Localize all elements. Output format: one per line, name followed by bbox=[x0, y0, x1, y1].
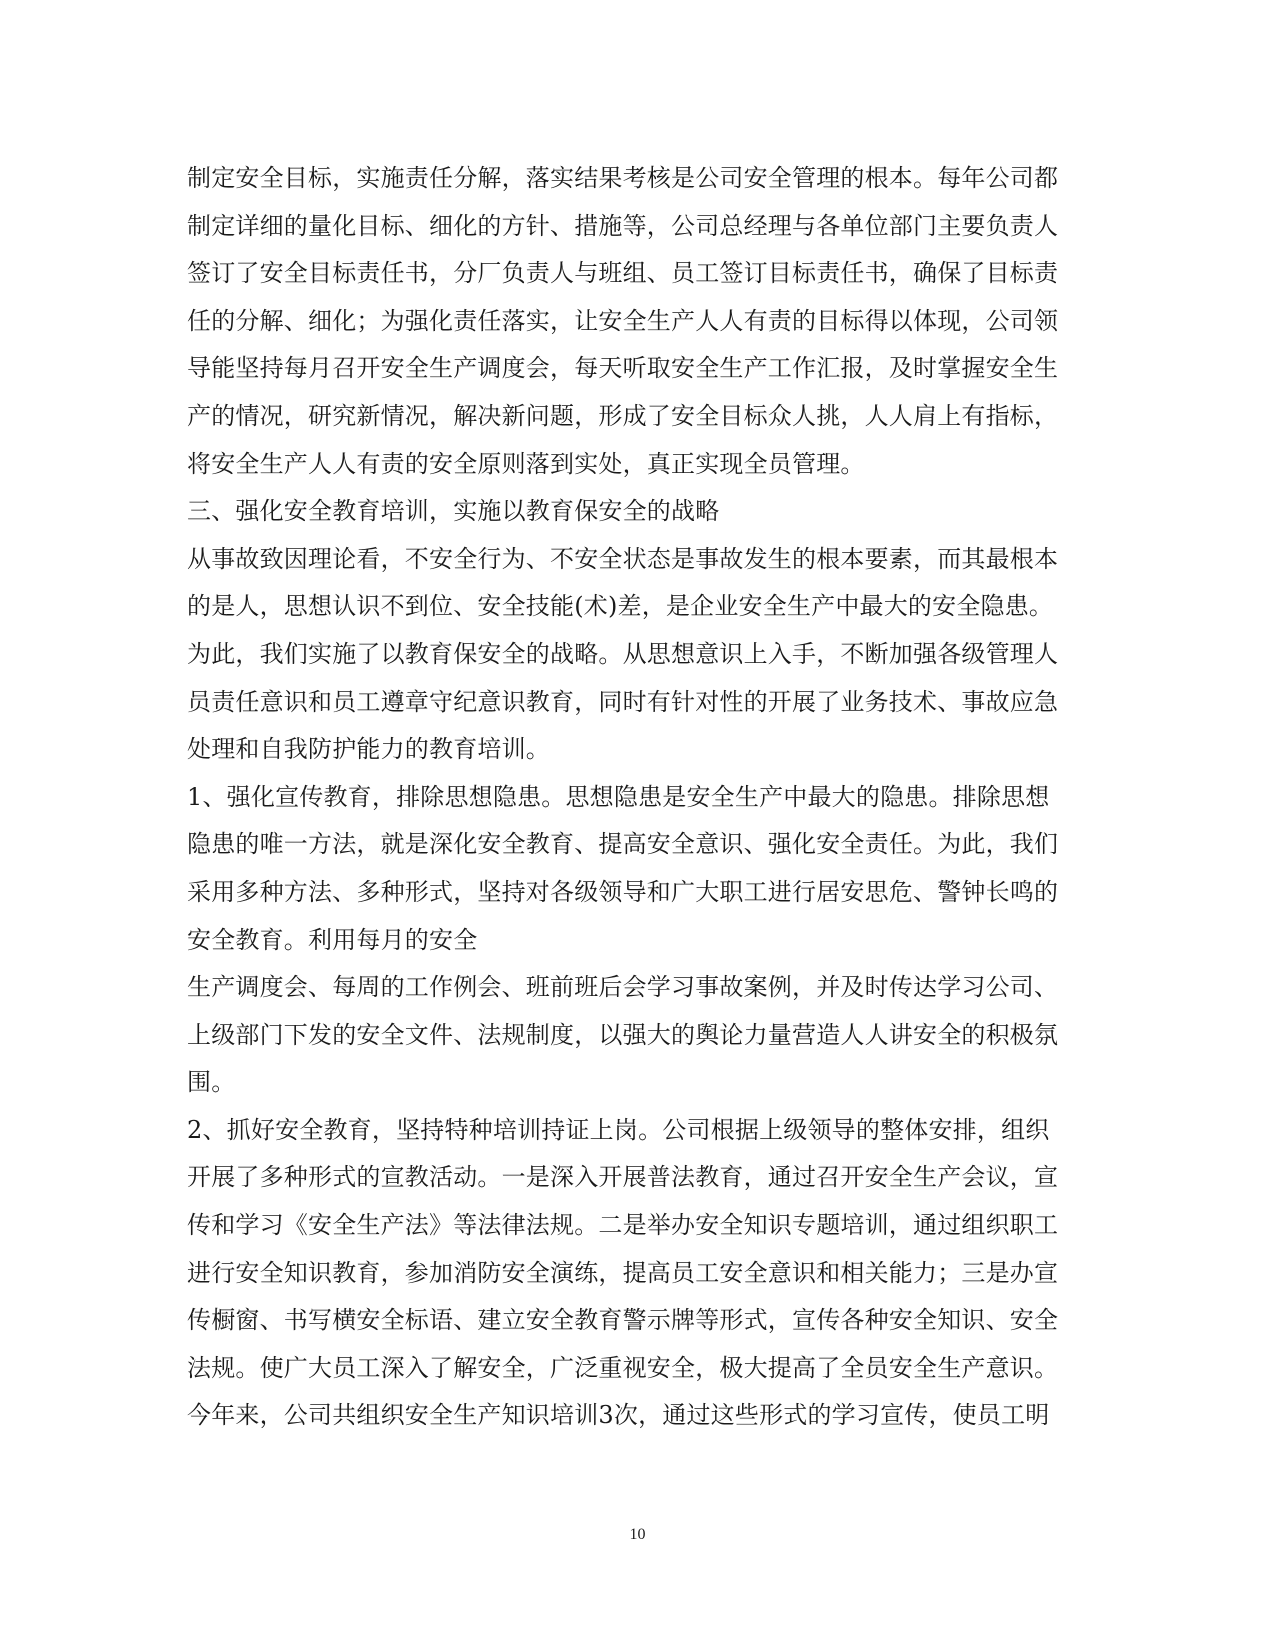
text-line: 处理和自我防护能力的教育培训。 bbox=[187, 735, 550, 764]
text-line: 今年来，公司共组织安全生产知识培训3次，通过这些形式的学习宣传，使员工明 bbox=[187, 1401, 1050, 1430]
text-line: 法规。使广大员工深入了解安全，广泛重视安全，极大提高了全员安全生产意识。 bbox=[187, 1353, 1059, 1382]
text-line: 签订了安全目标责任书，分厂负责人与班组、员工签订目标责任书，确保了目标责 bbox=[187, 259, 1059, 288]
text-line: 采用多种方法、多种形式，坚持对各级领导和广大职工进行居安思危、警钟长鸣的 bbox=[187, 877, 1059, 906]
section-heading: 三、强化安全教育培训，实施以教育保安全的战略 bbox=[187, 497, 720, 526]
text-line: 生产调度会、每周的工作例会、班前班后会学习事故案例，并及时传达学习公司、 bbox=[187, 973, 1059, 1002]
text-line: 2、抓好安全教育，坚持特种培训持证上岗。公司根据上级领导的整体安排，组织 bbox=[187, 1115, 1050, 1144]
text-line: 开展了多种形式的宣教活动。一是深入开展普法教育，通过召开安全生产会议，宣 bbox=[187, 1163, 1059, 1192]
text-line: 传橱窗、书写横安全标语、建立安全教育警示牌等形式，宣传各种安全知识、安全 bbox=[187, 1306, 1059, 1335]
text-line: 导能坚持每月召开安全生产调度会，每天听取安全生产工作汇报，及时掌握安全生 bbox=[187, 354, 1059, 383]
text-line: 制定详细的量化目标、细化的方针、措施等，公司总经理与各单位部门主要负责人 bbox=[187, 211, 1059, 240]
text-line: 安全教育。利用每月的安全 bbox=[187, 925, 478, 954]
text-line: 制定安全目标，实施责任分解，落实结果考核是公司安全管理的根本。每年公司都 bbox=[187, 164, 1059, 192]
text-line: 为此，我们实施了以教育保安全的战略。从思想意识上入手，不断加强各级管理人 bbox=[187, 639, 1059, 668]
text-line: 隐患的唯一方法，就是深化安全教育、提高安全意识、强化安全责任。为此，我们 bbox=[187, 830, 1059, 859]
text-line: 产的情况，研究新情况，解决新问题，形成了安全目标众人挑，人人肩上有指标， bbox=[187, 401, 1059, 430]
text-line: 的是人，思想认识不到位、安全技能(术)差，是企业安全生产中最大的安全隐患。 bbox=[187, 592, 1054, 621]
text-line: 员责任意识和员工遵章守纪意识教育，同时有针对性的开展了业务技术、事故应急 bbox=[187, 687, 1059, 716]
text-line: 1、强化宣传教育，排除思想隐患。思想隐患是安全生产中最大的隐患。排除思想 bbox=[187, 782, 1050, 811]
text-line: 将安全生产人人有责的安全原则落到实处，真正实现全员管理。 bbox=[187, 449, 865, 478]
text-line: 进行安全知识教育，参加消防安全演练，提高员工安全意识和相关能力；三是办宣 bbox=[187, 1258, 1059, 1287]
text-line: 传和学习《安全生产法》等法律法规。二是举办安全知识专题培训，通过组织职工 bbox=[187, 1211, 1059, 1240]
text-line: 上级部门下发的安全文件、法规制度，以强大的舆论力量营造人人讲安全的积极氛 bbox=[187, 1020, 1059, 1049]
body-text bbox=[187, 155, 1087, 1440]
page-number: 10 bbox=[629, 1526, 646, 1543]
text-line: 从事故致因理论看，不安全行为、不安全状态是事故发生的根本要素，而其最根本 bbox=[187, 544, 1059, 573]
text-line: 围。 bbox=[187, 1068, 236, 1097]
text-line: 任的分解、细化；为强化责任落实，让安全生产人人有责的目标得以体现，公司领 bbox=[187, 306, 1059, 335]
